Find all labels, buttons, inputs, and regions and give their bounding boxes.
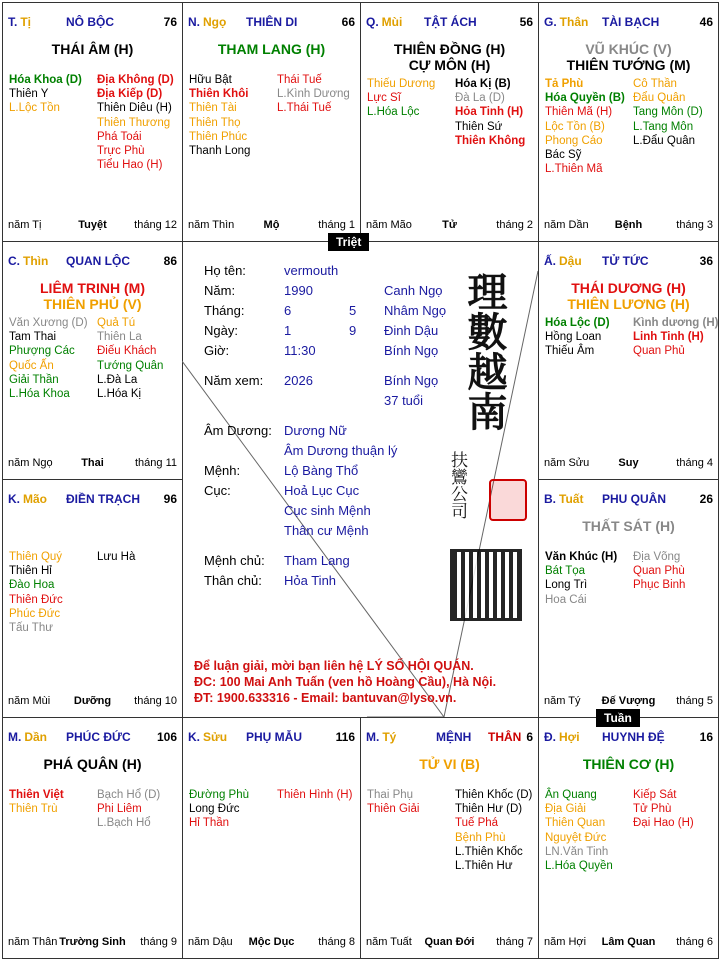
minor-star: Thiên Việt [9,789,64,801]
minor-star: Thiên Mã (H) [545,106,613,119]
footer-year: năm Thìn [188,219,235,231]
palace-header [544,730,713,746]
cuc-2: Cục sinh Mệnh [284,503,371,518]
palace-name: ĐIỀN TRẠCH [66,492,140,506]
palace-name: HUYNH ĐỆ [602,730,665,744]
palace-can: N. [188,15,200,29]
palace-name: THIÊN DI [246,15,298,29]
minor-star: Quốc Ấn [9,359,54,372]
footer-month: tháng 4 [676,457,713,469]
footer-year: năm Ngọ [8,457,53,469]
minor-star: Thiên Hư (D) [455,803,523,816]
footer-year: năm Tý [544,695,581,707]
minor-star: L.Bạch Hổ [97,817,151,830]
palace-number: 6 [526,730,533,744]
palace-number: 96 [163,492,177,506]
minor-stars-right [633,788,694,831]
minor-star: Lực Sĩ [367,92,401,105]
palace-number: 106 [156,730,177,744]
minor-stars-right [97,316,163,401]
minor-stars-right [97,788,160,831]
footer-month: tháng 2 [496,219,533,231]
minor-stars-right [97,73,174,172]
minor-star: Địa Võng [633,551,681,563]
footer-month: tháng 3 [676,219,713,231]
palace-tuat [538,479,719,718]
footer-phase: Thai [81,457,104,469]
palace-can: M. [366,730,380,744]
palace-ti [2,2,183,242]
minor-star: Địa Giải [545,803,586,816]
footer-phase: Quan Đới [424,936,475,948]
footer-year: năm Tị [8,219,42,231]
palace-number: 26 [699,492,713,506]
contact-line-2: ĐC: 100 Mai Anh Tuấn (ven hồ Hoàng Cầu), Hà Nội. [194,675,497,689]
major-star: PHÁ QUÂN (H) [43,756,142,772]
minor-star: Thiên Phúc [189,130,248,143]
palace-number: 36 [699,254,713,268]
palace-can: K. [188,730,200,744]
minor-stars-left [189,788,249,831]
minor-star: Hóa Quyền (B) [545,92,625,105]
minor-star: L.Thiên Khốc [455,845,523,858]
minor-star: L.Hóa Lộc [367,106,420,119]
palace-chi: Ngọ [203,15,227,29]
minor-star: Linh Tinh (H) [633,331,704,344]
minor-star: Bát Tọa [545,565,586,578]
palace-chi: Sửu [203,730,228,744]
red-seal-icon [489,479,527,521]
palace-ngo [182,2,361,242]
minor-star: Đà La (D) [455,92,505,105]
palace-header [544,492,713,508]
minor-star: Hóa Khoa (D) [9,74,82,86]
palace-number: 86 [163,254,177,268]
minor-star: Thiên La [97,331,142,344]
minor-star: LN.Văn Tinh [545,845,609,858]
minor-star: Phượng Các [9,345,75,358]
minor-star: Bệnh Phù [455,831,506,844]
footer-month: tháng 7 [496,936,533,948]
minor-star: Bạch Hổ (D) [97,789,161,801]
minor-star: Quan Phủ [633,345,685,358]
major-star: VŨ KHÚC (V) [585,41,672,57]
minor-stars-right [633,77,703,148]
footer-phase: Tử [442,219,457,231]
palace-suu [182,717,361,959]
minor-star: Thiếu Âm [545,345,595,358]
minor-stars-left [9,550,63,635]
minor-star: Thiên Quý [9,551,63,563]
palace-chi: Tị [20,15,32,29]
palace-chi: Tý [382,730,397,744]
palace-footer [8,219,177,233]
minor-star: Thiên Không [455,134,526,147]
minor-star: Thai Phụ [367,789,414,801]
footer-phase: Suy [618,457,639,469]
contact-line-1: Để luận giải, mời bạn liên hệ LÝ SỐ HỘI QUÁN. [194,659,474,673]
footer-year: năm Sửu [544,457,590,469]
palace-chi: Mùi [381,15,403,29]
palace-chi: Dần [24,730,48,744]
minor-star: L.Hóa Kị [97,388,142,401]
minor-star: Hồng Loan [545,331,602,344]
palace-thin [2,241,183,480]
major-star: THIÊN CƠ (H) [582,756,675,772]
palace-can: C. [8,254,20,268]
palace-than-marker: THÂN [488,730,522,744]
palace-can: T. [8,15,18,29]
minor-stars-left [545,316,610,359]
minor-star: Tướng Quân [97,359,164,372]
minor-star: Hữu Bật [189,74,232,86]
minor-stars-left [189,73,250,158]
calligraphy-sub: 扶鸞公司 [447,451,467,519]
minor-star: Thiên Giải [367,803,420,816]
minor-star: Lộc Tồn (B) [545,120,605,133]
footer-month: tháng 8 [318,936,355,948]
palace-chi: Thìn [23,254,49,268]
palace-header [8,492,177,508]
footer-month: tháng 10 [134,695,177,707]
minor-star: Giải Thần [9,373,59,386]
palace-header [8,15,177,31]
palace-footer [544,936,713,950]
major-star: THÁI DƯƠNG (H) [571,280,686,296]
minor-stars-right [633,316,718,359]
palace-name: TỬ TỨC [602,254,649,268]
major-star: TỬ VI (B) [419,756,480,772]
minor-star: L.Lộc Tồn [9,102,60,115]
minor-star: Ân Quang [545,789,597,801]
minor-star: Thiên Hình (H) [277,789,353,801]
minor-star: Tuế Phá [455,817,499,830]
minor-star: Hoa Cái [545,593,587,606]
footer-year: năm Mùi [8,695,51,707]
palace-footer [188,219,355,233]
palace-footer [8,457,177,471]
minor-star: Lưu Hà [97,551,136,563]
palace-name: PHU QUÂN [602,492,667,506]
footer-phase: Mộ [263,219,280,231]
calligraphy-logo: 理數越南 [461,271,508,431]
minor-star: Điếu Khách [97,345,157,358]
minor-star: Quan Phù [633,565,685,578]
minor-stars-right [455,788,532,873]
palace-footer [366,936,533,950]
minor-star: Thanh Long [189,145,251,158]
palace-footer [8,936,177,950]
minor-star: Đẩu Quân [633,92,686,105]
minor-star: L.Hóa Khoa [9,388,70,401]
footer-month: tháng 6 [676,936,713,948]
minor-star: Tử Phù [633,803,672,816]
minor-star: Long Trì [545,579,588,592]
minor-stars-left [545,77,625,176]
palace-mui [360,2,539,242]
palace-can: Q. [366,15,379,29]
minor-star: Quả Tú [97,317,136,329]
minor-star: Văn Xương (D) [9,317,88,329]
major-star: CỰ MÔN (H) [408,57,491,73]
palace-chi: Hợi [559,730,580,744]
palace-header [188,730,355,746]
palace-ty [360,717,539,959]
footer-year: năm Mão [366,219,412,231]
palace-chi: Thân [559,15,589,29]
tuan-tag: Tuần [596,709,640,727]
age: 37 tuổi [384,393,424,408]
minor-stars-left [545,550,617,607]
footer-phase: Dưỡng [73,695,112,707]
palace-chi: Tuất [559,492,584,506]
palace-footer [8,695,177,709]
minor-star: Phúc Đức [9,607,61,620]
minor-star: Long Đức [189,803,240,816]
palace-footer [544,457,713,471]
footer-year: năm Hợi [544,936,587,948]
minor-star: Địa Kiếp (D) [97,88,163,101]
minor-star: Thiên Thương [97,116,171,129]
palace-name: TẬT ÁCH [424,15,477,29]
footer-year: năm Dậu [188,936,233,948]
minor-star: L.Đẩu Quân [633,134,696,147]
palace-name: PHỤ MẪU [246,730,302,744]
cuc-3: Thân cư Mệnh [284,523,369,538]
minor-star: Thái Tuế [277,74,322,86]
minor-star: Thiên Diêu (H) [97,102,172,115]
palace-name: QUAN LỘC [66,254,130,268]
palace-header [8,254,177,270]
minor-star: Thiên Y [9,88,49,101]
palace-can: Ấ. [544,254,556,268]
minor-stars-left [9,788,64,816]
palace-name: MỆNH [436,730,472,744]
minor-star: L.Tang Môn [633,120,694,133]
minor-star: Phá Toái [97,130,142,143]
major-star: LIÊM TRINH (M) [40,280,145,296]
palace-name: PHÚC ĐỨC [66,730,131,744]
minor-star: L.Kình Dương [277,88,350,101]
minor-star: Tấu Thư [9,622,53,635]
minor-star: Đường Phù [189,789,249,801]
palace-header [188,15,355,31]
palace-header [366,730,533,746]
footer-month: tháng 1 [318,219,355,231]
palace-header [8,730,177,746]
palace-number: 16 [699,730,713,744]
minor-stars-left [545,788,613,873]
major-star: THẤT SÁT (H) [582,518,675,534]
major-star: THIÊN ĐỒNG (H) [393,41,506,57]
palace-number: 66 [341,15,355,29]
palace-chi: Mão [23,492,47,506]
palace-footer [188,936,355,950]
palace-name: TÀI BẠCH [602,15,660,29]
minor-star: Thiên Thọ [189,116,241,129]
minor-stars-right [455,77,525,148]
minor-star: Bác Sỹ [545,149,582,162]
minor-star: Phục Binh [633,579,686,592]
palace-name: NÔ BỘC [66,15,114,29]
major-star: THAM LANG (H) [217,41,326,57]
footer-month: tháng 11 [134,457,177,469]
minor-star: Nguyệt Đức [545,831,607,844]
minor-star: Địa Không (D) [97,74,174,86]
palace-can: M. [8,730,22,744]
footer-year: năm Dần [544,219,589,231]
footer-month: tháng 12 [134,219,177,231]
minor-star: Cô Thần [633,78,677,90]
footer-phase: Đế Vượng [601,695,656,707]
minor-star: Đại Hao (H) [633,817,694,830]
minor-star: L.Thiên Hư [455,860,513,873]
footer-year: năm Tuất [366,936,412,948]
major-star: THIÊN PHỦ (V) [43,296,142,312]
minor-stars-right [277,788,352,802]
palace-chi: Dậu [559,254,582,268]
minor-star: Hỏa Tinh (H) [455,106,524,119]
palace-number: 46 [699,15,713,29]
triet-tag: Triệt [328,233,369,251]
footer-phase: Lâm Quan [601,936,656,948]
minor-stars-right [633,550,685,593]
minor-stars-left [9,316,88,401]
minor-star: Thiên Tài [189,102,237,115]
footer-phase: Bệnh [614,219,643,231]
minor-star: Thiên Khôi [189,88,249,101]
palace-footer [366,219,533,233]
palace-can: Đ. [544,730,556,744]
minor-star: Phong Cáo [545,134,603,147]
minor-star: Trực Phù [97,145,145,158]
palace-number: 76 [163,15,177,29]
contact-line-3: ĐT: 1900.633316 - Email: bantuvan@lyso.vn. [194,691,457,705]
palace-than [538,2,719,242]
footer-phase: Tuyệt [78,219,107,231]
minor-star: Thiên Đức [9,593,63,606]
palace-dau [538,241,719,480]
footer-year: năm Thân [8,936,58,948]
minor-star: Kình dương (H) [633,317,719,329]
minor-stars-right [277,73,350,116]
palace-can: B. [544,492,556,506]
minor-star: L.Đà La [97,373,138,386]
palace-number: 116 [335,730,355,744]
footer-phase: Trường Sinh [59,936,126,948]
major-star: THIÊN TƯỚNG (M) [566,57,691,73]
minor-star: Thiên Sứ [455,120,503,133]
minor-star: Kiếp Sát [633,789,677,801]
minor-stars-left [367,788,419,816]
minor-star: Phi Liêm [97,803,142,816]
minor-star: Hóa Kị (B) [455,78,511,90]
palace-mao [2,479,183,718]
minor-star: Thiên Hỉ [9,565,52,578]
major-star: THÁI ÂM (H) [51,41,134,57]
minor-stars-left [367,77,435,120]
minor-star: Thiên Trù [9,803,58,816]
minor-star: Tam Thai [9,331,57,344]
palace-footer [544,695,713,709]
am-duong-2: Âm Dương thuận lý [284,443,398,458]
minor-stars-right [97,550,135,564]
minor-star: Tiểu Hao (H) [97,159,163,172]
center-info-panel: Họ tên: vermouth Năm: 1990 Canh Ngọ Tháng: 6 5 Nhâm Ngọ Ngày: 1 9 Đinh Dậu Giờ: 11:30 Bính Ngọ Năm xem: 2026 Bính Ngọ 37 tuổi Âm Dương: Dương Nữ Âm Dương thuận lý Mệnh: Lộ Bàng Thổ Cục: Hoả Lục Cục Cục sinh Mệnh Thân cư Mệnh Mệnh chủ: Tham Lang Thân chủ: Hỏa Tinh 理數越南 扶鸞公司 Để luận giải, mời bạn liên hệ LÝ SỐ HỘI QUÁN. ĐC: 100 Mai Anh Tuấn (ven hồ Hoàng Cầu), Hà Nội. ĐT: 1900.633316 - Email: bantuvan@lyso.vn. [182,241,538,717]
major-star: THIÊN LƯƠNG (H) [567,296,690,312]
minor-star: Thiếu Dương [367,78,436,90]
minor-star: Thiên Khốc (D) [455,789,533,801]
qr-code-icon [450,549,522,621]
palace-header [544,254,713,270]
minor-star: Thiên Quan [545,817,606,830]
palace-dan [2,717,183,959]
footer-month: tháng 9 [140,936,177,948]
minor-star: Đào Hoa [9,579,55,592]
minor-star: L.Hóa Quyền [545,860,613,873]
footer-month: tháng 5 [676,695,713,707]
minor-star: Tả Phù [545,78,584,90]
palace-can: K. [8,492,20,506]
palace-header [544,15,713,31]
minor-star: L.Thái Tuế [277,102,332,115]
palace-can: G. [544,15,557,29]
palace-footer [544,219,713,233]
minor-star: Tang Môn (D) [633,106,703,119]
minor-star: Hỉ Thần [189,817,230,830]
minor-star: Hóa Lộc (D) [545,317,610,329]
palace-hoi [538,717,719,959]
minor-star: L.Thiên Mã [545,163,603,176]
minor-stars-left [9,73,82,116]
minor-star: Văn Khúc (H) [545,551,618,563]
palace-header [366,15,533,31]
palace-number: 56 [519,15,533,29]
footer-phase: Mộc Dục [248,936,295,948]
